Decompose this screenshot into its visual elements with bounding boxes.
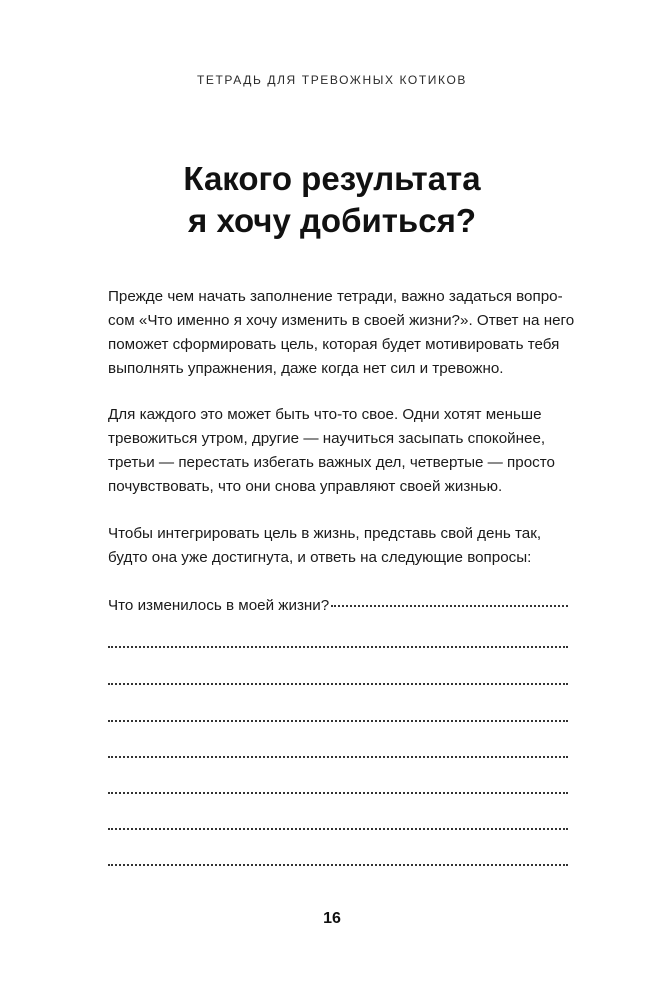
answer-dotted-line[interactable] [108, 646, 568, 648]
text-line: почувствовать, что они снова управляют своей жизнью. [108, 478, 503, 495]
text-line: Для каждого это может быть что-то свое. Одни хотят меньше [108, 406, 542, 423]
text-line: тревожиться утром, другие — научиться засыпать спокойнее, [108, 430, 546, 447]
text-line: сом «Что именно я хочу изменить в своей жизни?». Ответ на него [108, 312, 575, 329]
title-line-2: я хочу добиться? [188, 202, 476, 239]
answer-dotted-line[interactable] [331, 605, 568, 607]
text-line: Чтобы интегрировать цель в жизнь, представь свой день так, [108, 525, 542, 542]
paragraph-2 [108, 403, 568, 499]
answer-dotted-line[interactable] [108, 828, 568, 830]
text-line: третьи — перестать избегать важных дел, четвертые — просто [108, 454, 556, 471]
page-number: 16 [323, 910, 341, 927]
text-line: поможет сформировать цель, которая будет мотивировать тебя [108, 336, 560, 353]
answer-dotted-line[interactable] [108, 864, 568, 866]
paragraph-3 [108, 522, 568, 570]
answer-dotted-line[interactable] [108, 756, 568, 758]
text-line: будто она уже достигнута, и ответь на следующие вопросы: [108, 549, 532, 566]
page-title [0, 158, 664, 242]
running-head: ТЕТРАДЬ ДЛЯ ТРЕВОЖНЫХ КОТИКОВ [196, 73, 468, 87]
title-line-1: Какого результата [183, 160, 481, 197]
text-line: выполнять упражнения, даже когда нет сил и тревожно. [108, 360, 504, 377]
question-label: Что изменилось в моей жизни? [108, 597, 330, 614]
question-row[interactable] [108, 594, 568, 618]
answer-dotted-line[interactable] [108, 683, 568, 685]
text-line: Прежде чем начать заполнение тетради, важно задаться вопро- [108, 288, 563, 305]
answer-dotted-line[interactable] [108, 792, 568, 794]
answer-dotted-line[interactable] [108, 720, 568, 722]
paragraph-1 [108, 285, 575, 381]
